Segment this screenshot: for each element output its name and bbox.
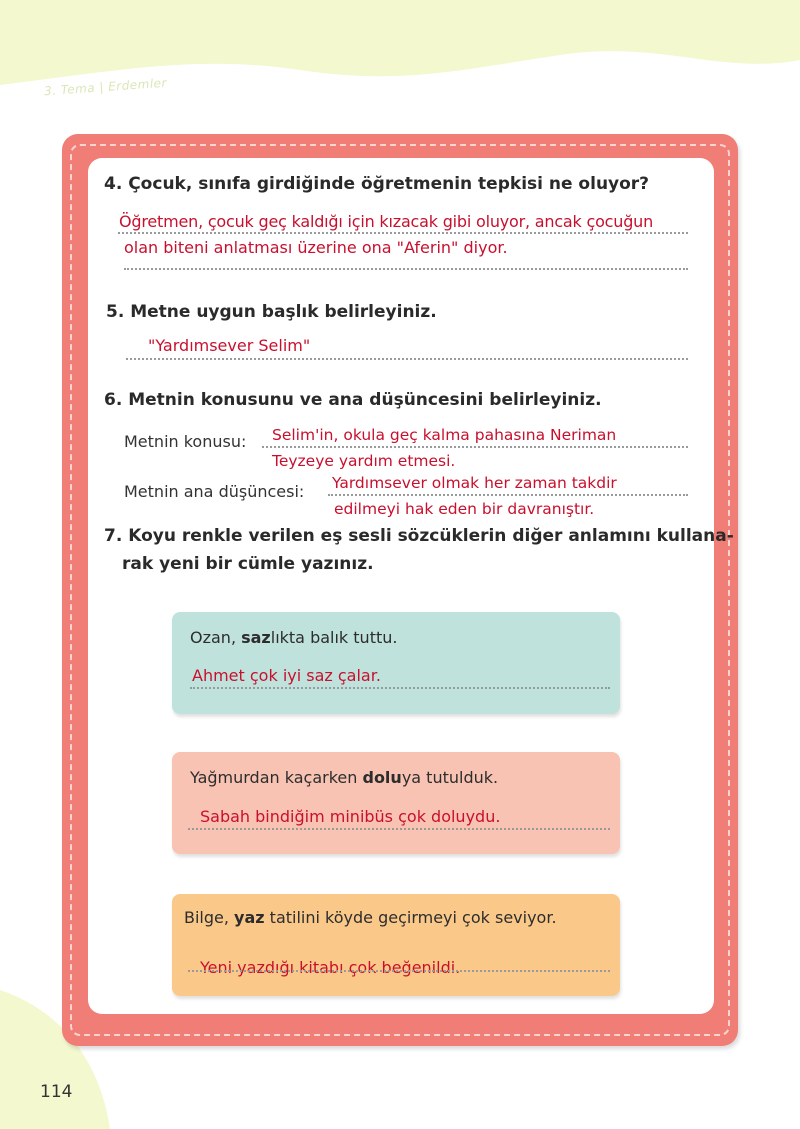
answer-dotted-line [262, 446, 688, 448]
homonym-word: dolu [362, 768, 402, 787]
homonym-card-saz [172, 612, 620, 714]
card-sentence: Yağmurdan kaçarken doluya tutulduk. [190, 768, 499, 787]
card-sentence: Bilge, yaz tatilini köyde geçirmeyi çok seviyor. [184, 908, 557, 927]
answer-dotted-line [328, 494, 688, 496]
main-idea-answer-line-1: Yardımsever olmak her zaman takdir [332, 474, 617, 492]
topic-answer-line-2: Teyzeye yardım etmesi. [272, 452, 456, 470]
main-idea-label: Metnin ana düşüncesi: [124, 482, 305, 501]
answer-dotted-line [188, 970, 610, 972]
card-sentence: Ozan, sazlıkta balık tuttu. [190, 628, 398, 647]
topic-label: Metnin konusu: [124, 432, 247, 451]
homonym-word: saz [241, 628, 271, 647]
question-4-answer-line-1: Öğretmen, çocuk geç kaldığı için kızacak gibi oluyor, ancak çocuğun [119, 212, 654, 231]
question-5: 5. Metne uygun başlık belirleyiniz. [106, 302, 437, 322]
theme-label: 3. Tema | Erdemler [43, 75, 168, 99]
answer-dotted-line [188, 828, 610, 830]
activity-paper [88, 158, 714, 1014]
question-7-line-2: rak yeni bir cümle yazınız. [122, 554, 374, 574]
question-5-answer: "Yardımsever Selim" [148, 336, 311, 355]
card-answer: Sabah bindiğim minibüs çok doluydu. [200, 807, 501, 826]
question-4-answer-line-2: olan biteni anlatması üzerine ona "Aferin" diyor. [124, 238, 508, 257]
main-idea-answer-line-2: edilmeyi hak eden bir davranıştır. [334, 500, 595, 518]
question-6: 6. Metnin konusunu ve ana düşüncesini belirleyiniz. [104, 390, 602, 410]
answer-dotted-line [118, 232, 688, 234]
answer-dotted-line [126, 358, 688, 360]
question-4: 4. Çocuk, sınıfa girdiğinde öğretmenin tepkisi ne oluyor? [104, 174, 650, 194]
homonym-word: yaz [234, 908, 265, 927]
page-number: 114 [40, 1082, 73, 1102]
answer-dotted-line [124, 268, 688, 270]
homonym-card-dolu [172, 752, 620, 854]
topic-answer-line-1: Selim'in, okula geç kalma pahasına Neriman [272, 426, 617, 444]
question-7-line-1: 7. Koyu renkle verilen eş sesli sözcüklerin diğer anlamını kullana- [104, 526, 734, 546]
answer-dotted-line [190, 687, 610, 689]
card-answer: Yeni yazdığı kitabı çok beğenildi. [200, 958, 461, 977]
homonym-card-yaz [172, 894, 620, 996]
card-answer: Ahmet çok iyi saz çalar. [192, 666, 381, 685]
